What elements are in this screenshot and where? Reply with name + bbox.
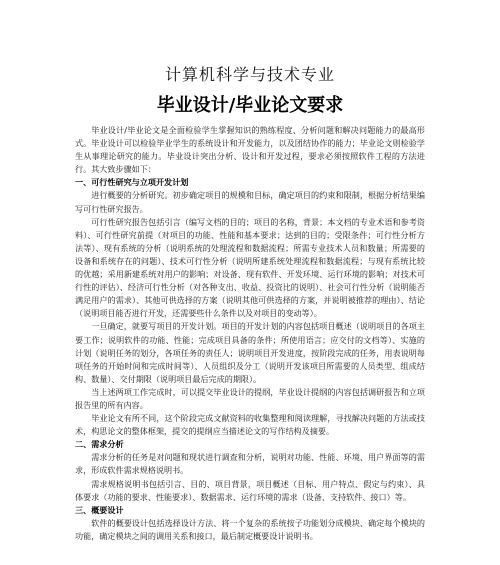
section-heading-feasibility: 一、可行性研究与立项开发计划 xyxy=(75,177,189,188)
paragraph: 需求分析的任务是对问题和现状进行调查和分析，说明对功能、性能、环境、用户界面等的需求，形成软件需求规格说明书。 xyxy=(75,452,425,476)
section-heading-requirements: 二、需求分析 xyxy=(75,439,124,450)
intro-paragraph: 毕业设计/毕业论文是全面检验学生掌握知识的熟练程度、分析问题和解决问题能力的最高形式。毕业设计可以检验毕业学生的系统设计和开发能力，以及团结协作的能力；毕业论文则检验学生从事理论研究的能力。毕业设计突出分析、设计和开发过程，要求必须按照软件工程的方法进行。其大致步骤如下： xyxy=(75,125,425,175)
paragraph: 当上述两项工作完成时，可以提交毕业设计的提纲，毕业设计提纲的内容包括调研报告和立项报告里的所有内容。 xyxy=(75,386,425,410)
section-heading-design: 三、概要设计 xyxy=(75,504,124,515)
paragraph: 可行性研究报告包括引言（编写文档的目的；项目的名称，背景；本文档的专业术语和参考资料）、可行性研究前提（对项目的功能、性能和基本要求；达到的目的；受限条件；可行性分析方法等）、现有系统的分析（说明系统的处理流程和数据流程；所需专业技术人员和数量；所需要的设备和系统存在的问题）、技术可行性分析（说明所建系统处理流程和数据流程；与现有系统比较的优越；采用新建系统对用户的影响；对设备、现有软件、开发环境、运行环境的影响；对技术可行性的评估）、经济可行性分析（对各种支出、收益、投资比的说明）、社会可行性分析（说明能否满足用户的需求）、其他可供选择的方案（说明其他可供选择的方案，并说明被推荐的理由）、结论（说明项目能否进行开发，还需要些什么条件以及对项目的变动等）。 xyxy=(75,216,425,319)
paragraph: 需求规格说明书包括引言、目的、项目背景，项目概述（目标、用户特点、假定与约束）、具体要求（功能的要求、性能要求）、数据需求、运行环境的需求（设备、支持软件、接口）等。 xyxy=(75,478,425,502)
document-title: 毕业设计/毕业论文要求 xyxy=(156,95,344,116)
paragraph: 进行概要的分析研究。初步确定项目的规模和目标，确定项目的约束和限制，根据分析结果编写可行性研究报告。 xyxy=(75,190,425,214)
paragraph: 毕业论文有所不同，这个阶段完成文献资料的收集整理和阅读理解，寻找解决问题的方法或技术，构思论文的整体框架，提交的提纲应当描述论文的写作结构及摘要。 xyxy=(75,413,425,437)
document-subtitle: 计算机科学与技术专业 xyxy=(164,65,335,84)
document-body xyxy=(75,124,425,543)
paragraph: 软件的概要设计包括选择设计方法、将一个复杂的系统按子功能划分成模块、确定每个模块的功能，确定模块之间的调用关系和接口，最后制定概要设计说明书。 xyxy=(75,517,425,541)
paragraph: 一旦确定，就要写项目的开发计划。项目的开发计划的内容包括项目概述（说明项目的各项主要工作；说明软件的功能、性能；完成项目具备的条件；所使用语言；应交付的文档等）、实施的计划（说明任务的划分，各项任务的责任人；说明项目开发进度，按阶段完成的任务，用表说明每项任务的开始时间和完成时间等）、人员组织及分工（说明开发该项目所需要的人员类型、组成结构、数量）、交付期限（说明项目最后完成的期限）。 xyxy=(75,321,425,384)
